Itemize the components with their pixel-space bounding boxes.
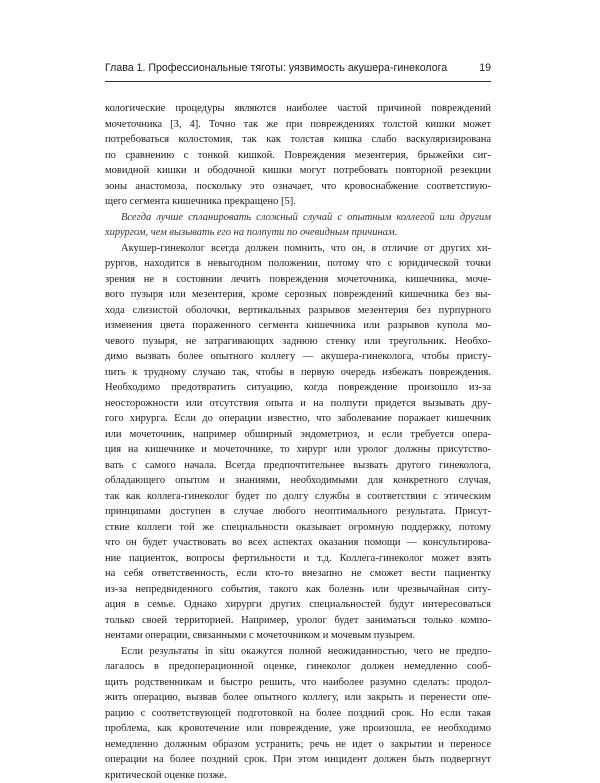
text-line: изменения цвета пораженного сегмента кишечника или разрывов купола мо- bbox=[105, 318, 491, 334]
text-line: ация в семье. Однако хирурги других специальностей будут интересоваться bbox=[105, 597, 491, 613]
text-line: что он будет участвовать во всех аспектах оказания помощи — консультирова- bbox=[105, 535, 491, 551]
page-number: 19 bbox=[479, 62, 491, 74]
text-line: только своей территорией. Например, уролог будет заниматься только компо- bbox=[105, 613, 491, 629]
text-line: Необходимо предотвратить ситуацию, когда повреждение произошло из-за bbox=[105, 380, 491, 396]
text-line: немедленно должным образом устранить; речь не идет о закрытии и переносе bbox=[105, 737, 491, 753]
page-body-text bbox=[105, 101, 491, 783]
text-line: зрения не в состоянии лечить повреждения мочеточника, кишечника, моче- bbox=[105, 272, 491, 288]
body-paragraph bbox=[105, 241, 491, 644]
text-line: обладающего опытом и знаниями, необходимыми для конкретного случая, bbox=[105, 473, 491, 489]
text-line: из-за непредвиденного события, такого как болезнь или чрезвычайная ситу- bbox=[105, 582, 491, 598]
text-line: мочеточника [3, 4]. Точно так же при повреждениях толстой кишки может bbox=[105, 117, 491, 133]
text-line: димо вызвать более опытного коллегу — акушера-гинеколога, чтобы присту- bbox=[105, 349, 491, 365]
text-line: вого пузыря или мезентерия, кроме серозных повреждений кишечника без вы- bbox=[105, 287, 491, 303]
text-line: операции на более поздний срок. При этом инцидент должен быть подвергнут bbox=[105, 752, 491, 768]
text-line: гого хирурга. Если до операции известно, что заболевание поражает кишечник bbox=[105, 411, 491, 427]
text-line: ствие коллеги той же специальности оказывает огромную поддержку, потому bbox=[105, 520, 491, 536]
text-line: Акушер-гинеколог всегда должен помнить, что он, в отличие от других хи- bbox=[105, 241, 491, 257]
text-line: вать с самого начала. Всегда предпочтительнее вызвать другого гинеколога, bbox=[105, 458, 491, 474]
text-line: лагалось в предоперационной оценке, гинеколог должен немедленно сооб- bbox=[105, 659, 491, 675]
text-line: неосторожности или отсутствия опыта и на полпути придется вызывать дру- bbox=[105, 396, 491, 412]
text-line: рацию с соответствующей подготовкой на более поздний срок. Но если такая bbox=[105, 706, 491, 722]
body-paragraph bbox=[105, 101, 491, 210]
text-line: критической оценке позже. bbox=[105, 768, 491, 783]
text-line: кологические процедуры являются наиболее частой причиной повреждений bbox=[105, 101, 491, 117]
text-line: мовидной кишки и ободочной кишки могут потребовать повторной резекции bbox=[105, 163, 491, 179]
text-line: на себя ответственность, если кто-то внезапно не сможет вести пациентку bbox=[105, 566, 491, 582]
text-line: нентами операции, связанными с мочеточником и мочевым пузырем. bbox=[105, 628, 491, 644]
text-line: щить родственникам и быстро решить, что наиболее разумно сделать: продол- bbox=[105, 675, 491, 691]
text-line: потребоваться колостомия, так как толстая кишка слабо васкуляризирована bbox=[105, 132, 491, 148]
emphasis-paragraph bbox=[105, 210, 491, 241]
text-line: ция на кишечнике и мочеточнике, то хирург или уролог должны присутство- bbox=[105, 442, 491, 458]
text-line: щего сегмента кишечника прекращено [5]. bbox=[105, 194, 491, 210]
header-rule bbox=[105, 81, 491, 82]
text-line: зоны анастомоза, поскольку это означает, что кровоснабжение соответствую- bbox=[105, 179, 491, 195]
body-paragraph bbox=[105, 644, 491, 783]
text-line: пить к трудному случаю так, чтобы в первую очередь избежать повреждения. bbox=[105, 365, 491, 381]
text-line: Всегда лучше спланировать сложный случай с опытным коллегой или другим bbox=[105, 210, 491, 226]
running-header bbox=[105, 62, 491, 74]
text-line: проблема, как кровотечение или повреждение, уже произошла, ее необходимо bbox=[105, 721, 491, 737]
text-line: так как коллега-гинеколог будет по долгу службы в соответствии с этическим bbox=[105, 489, 491, 505]
text-line: принципами доступен в случае любого неоптимального результата. Присут- bbox=[105, 504, 491, 520]
text-line: хода слизистой оболочки, вертикальных разрывов мезентерия без пурпурного bbox=[105, 303, 491, 319]
text-line: Если результаты in situ окажутся полной неожиданностью, чего не предпо- bbox=[105, 644, 491, 660]
chapter-title: Глава 1. Профессиональные тяготы: уязвимость акушера-гинеколога bbox=[105, 62, 447, 74]
text-line: по сравнению с тонкой кишкой. Повреждения мезентерия, брыжейки сиг- bbox=[105, 148, 491, 164]
text-line: хирургом, чем вызывать его на полпути по очевидным причинам. bbox=[105, 225, 491, 241]
text-line: ние пациенток, вопросы фертильности и т.д. Коллега-гинеколог может взять bbox=[105, 551, 491, 567]
text-line: рургов, находится в невыгодном положении, потому что с юридической точки bbox=[105, 256, 491, 272]
text-line: чевого пузыря, не затрагивающих заднюю стенку или треугольник. Необхо- bbox=[105, 334, 491, 350]
text-line: жить операцию, вызвав более опытного коллегу, или закрыть и перенести опе- bbox=[105, 690, 491, 706]
text-line: или мочеточник, например обширный эндометриоз, и если требуется опера- bbox=[105, 427, 491, 443]
